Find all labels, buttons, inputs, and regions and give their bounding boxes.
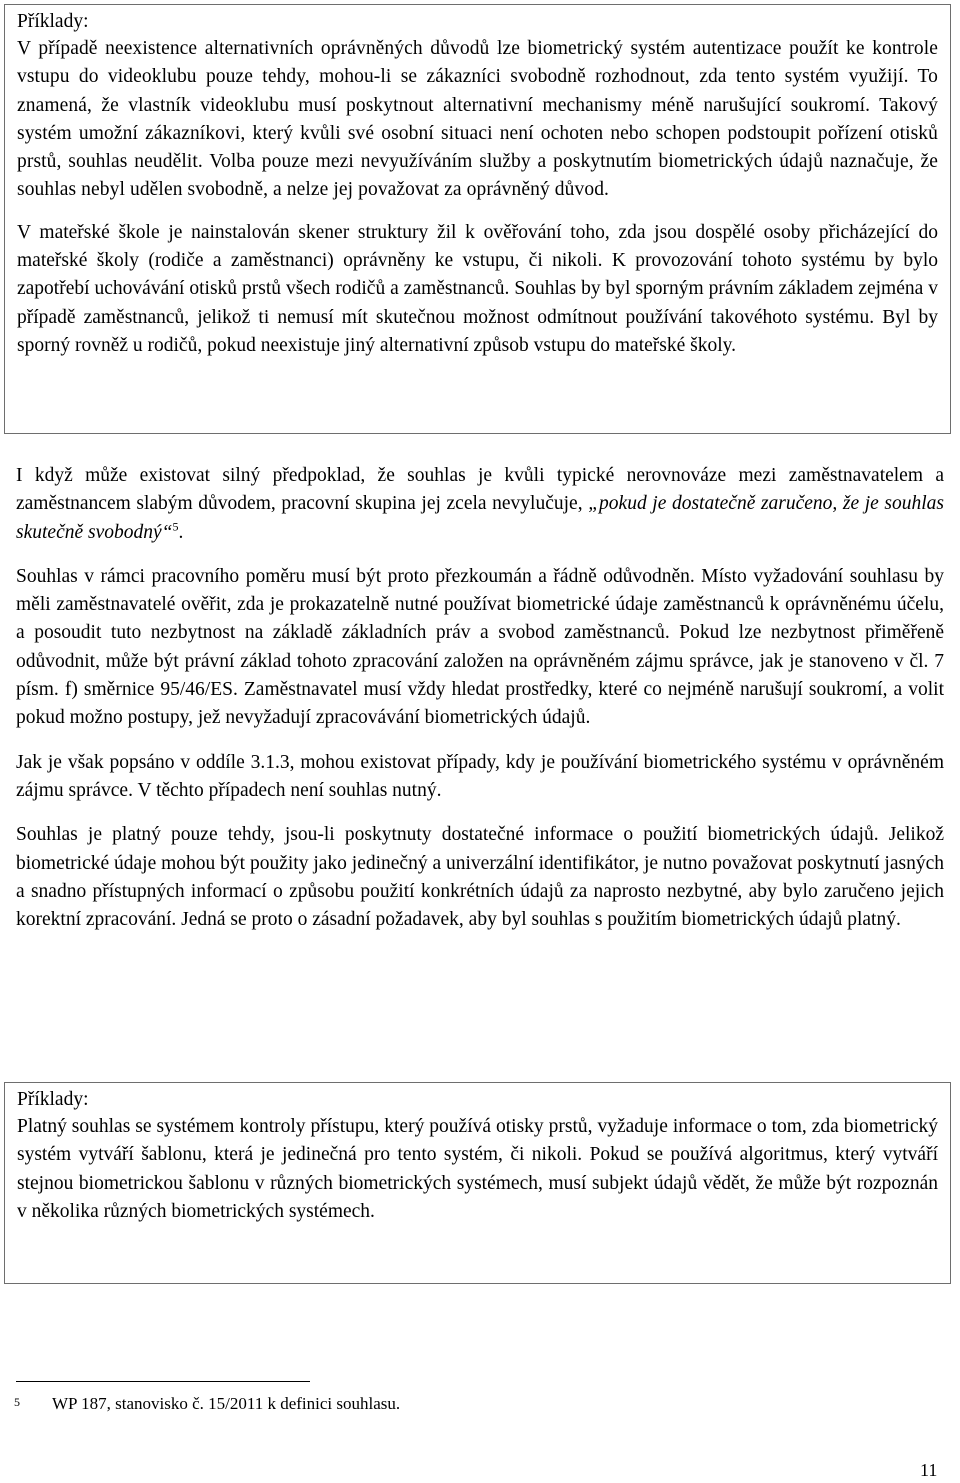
footnote-number: 5 bbox=[14, 1395, 20, 1409]
example-box-1-title: Příklady: bbox=[17, 11, 89, 32]
example-box-2-paragraph-1: Platný souhlas se systémem kontroly přístupu, který používá otisky prstů, vyžaduje informace o tom, zda biometrický systém vytváří šablonu, která je jedinečná pro tento systém, či nikoli. Pokud se používá algoritmus, který vytváří stejnou biometrickou šablonu v různých biometrických systémech, musí subjekt údajů vědět, že může být rozpoznán v několika různých biometrických systémech. bbox=[17, 1116, 938, 1222]
body-paragraph-1 bbox=[16, 462, 944, 547]
footnote-separator bbox=[16, 1381, 310, 1382]
body-paragraph-1-text: I když může existovat silný předpoklad, že souhlas je kvůli typické nerovnováze mezi zaměstnavatelem a zaměstnancem slabým důvodem, pracovní skupina jej zcela nevylučuje, bbox=[16, 465, 944, 515]
example-box-1 bbox=[4, 4, 951, 434]
body-paragraph-1-quote: „pokud je dostatečně zaručeno, že je souhlas skutečně svobodný“ bbox=[16, 493, 945, 543]
body-paragraph-1-end: . bbox=[178, 521, 184, 543]
body-paragraph-3: Jak je však popsáno v oddíle 3.1.3, mohou existovat případy, kdy je používání biometrického systému v oprávněném zájmu správce. V těchto případech není souhlas nutný. bbox=[16, 751, 944, 801]
example-box-2 bbox=[4, 1082, 951, 1284]
example-box-2-title: Příklady: bbox=[17, 1089, 89, 1110]
main-text bbox=[16, 462, 944, 950]
page-number: 11 bbox=[920, 1460, 938, 1480]
example-box-1-paragraph-1: V případě neexistence alternativních oprávněných důvodů lze biometrický systém autentizace použít ke kontrole vstupu do videoklubu pouze tehdy, mohou-li se zákazníci svobodně rozhodnout, zda tento systém využijí. To znamená, že vlastník videoklubu musí poskytnout alternativní mechanismy méně narušující soukromí. Takový systém umožní zákazníkovi, který kvůli své osobní situaci není ochoten nebo schopen podstoupit pořízení otisků prstů, souhlas neudělit. Volba pouze mezi nevyužíváním služby a poskytnutím biometrických údajů naznačuje, že souhlas nebyl udělen svobodně, a nelze jej považovat za oprávněný důvod. bbox=[17, 38, 938, 201]
footnote-text: WP 187, stanovisko č. 15/2011 k definici souhlasu. bbox=[52, 1394, 401, 1413]
body-paragraph-4: Souhlas je platný pouze tehdy, jsou-li poskytnuty dostatečné informace o použití biometrických údajů. Jelikož biometrické údaje mohou být použity jako jedinečný a univerzální identifikátor, je nutno považovat poskytnutí jasných a snadno přístupných informací o způsobu použití konkrétních údajů za naprosto nezbytné, aby bylo zaručeno jejich korektní zpracování. Jedná se proto o zásadní požadavek, aby byl souhlas s použitím biometrických údajů platný. bbox=[16, 824, 944, 931]
body-paragraph-2: Souhlas v rámci pracovního poměru musí být proto přezkoumán a řádně odůvodněn. Místo vyžadování souhlasu by měli zaměstnavatelé ověřit, zda je prokazatelně nutné používat biometrické údaje zaměstnanců k oprávněnému účelu, a posoudit tuto nezbytnost na základě základních práv a svobod zaměstnanců. Pokud lze nezbytnost přiměřeně odůvodnit, může být právní základ tohoto zpracování založen na oprávněném zájmu správce, jak je stanoveno v čl. 7 písm. f) směrnice 95/46/ES. Zaměstnavatel musí vždy hledat prostředky, které co nejméně narušují soukromí, a volit pokud možno postupy, jež nevyžadují zpracovávání biometrických údajů. bbox=[16, 565, 944, 729]
example-box-1-paragraph-2: V mateřské škole je nainstalován skener struktury žil k ověřování toho, zda jsou dospělé osoby přicházející do mateřské školy (rodiče a zaměstnanci) oprávněny ke vstupu, či nikoli. K provozování tohoto systému by bylo zapotřebí uchovávání otisků prstů všech rodičů a zaměstnanců. Souhlas by byl sporným právním základem zejména v případě zaměstnanců, jelikož ti nemusí mít skutečnou možnost odmítnout používání takovéhoto systému. Byl by sporný rovněž u rodičů, pokud neexistuje jiný alternativní způsob vstupu do mateřské školy. bbox=[17, 221, 938, 356]
footnote-reference[interactable]: 5 bbox=[172, 519, 179, 534]
